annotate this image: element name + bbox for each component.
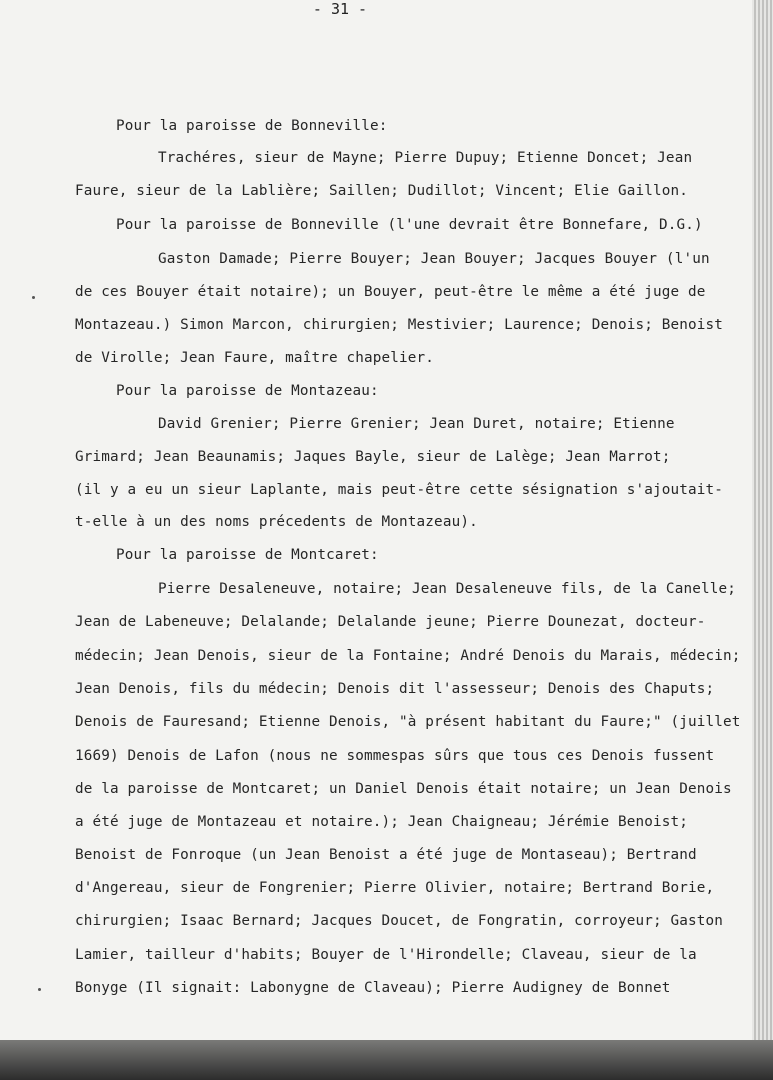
text-line: Pour la paroisse de Montazeau: xyxy=(116,383,379,399)
text-line: Denois de Fauresand; Etienne Denois, "à présent habitant du Faure;" (juillet xyxy=(75,714,741,730)
text-line: Jean Denois, fils du médecin; Denois dit l'assesseur; Denois des Chaputs; xyxy=(75,681,715,697)
text-line: Bonyge (Il signait: Labonygne de Claveau); Pierre Audigney de Bonnet xyxy=(75,980,671,996)
text-line: de Virolle; Jean Faure, maître chapelier. xyxy=(75,350,435,366)
text-line: Jean de Labeneuve; Delalande; Delalande jeune; Pierre Dounezat, docteur- xyxy=(75,614,706,630)
text-line: Lamier, tailleur d'habits; Bouyer de l'Hirondelle; Claveau, sieur de la xyxy=(75,947,697,963)
text-line: chirurgien; Isaac Bernard; Jacques Doucet, de Fongratin, corroyeur; Gaston xyxy=(75,913,724,929)
page-number: - 31 - xyxy=(312,0,368,18)
text-line: Benoist de Fonroque (un Jean Benoist a été juge de Montaseau); Bertrand xyxy=(75,847,697,863)
text-line: Gaston Damade; Pierre Bouyer; Jean Bouyer; Jacques Bouyer (l'un xyxy=(158,251,710,267)
text-line: Pour la paroisse de Montcaret: xyxy=(116,547,379,563)
paper-speck xyxy=(38,988,41,991)
text-line: Faure, sieur de la Lablière; Saillen; Dudillot; Vincent; Elie Gaillon. xyxy=(75,183,689,199)
text-line: médecin; Jean Denois, sieur de la Fontaine; André Denois du Marais, médecin; xyxy=(75,648,741,664)
text-line: de ces Bouyer était notaire); un Bouyer, peut-être le même a été juge de xyxy=(75,284,706,300)
text-line: de la paroisse de Montcaret; un Daniel Denois était notaire; un Jean Denois xyxy=(75,781,732,797)
text-line: t-elle à un des noms précedents de Montazeau). xyxy=(75,514,478,530)
text-line: Trachéres, sieur de Mayne; Pierre Dupuy; Etienne Doncet; Jean xyxy=(158,150,693,166)
text-line: d'Angereau, sieur de Fongrenier; Pierre Olivier, notaire; Bertrand Borie, xyxy=(75,880,715,896)
page-bottom-edge xyxy=(0,1040,773,1080)
text-line: a été juge de Montazeau et notaire.); Jean Chaigneau; Jérémie Benoist; xyxy=(75,814,689,830)
paper-speck xyxy=(32,296,35,299)
text-line: 1669) Denois de Lafon (nous ne sommespas sûrs que tous ces Denois fussent xyxy=(75,748,715,764)
text-line: (il y a eu un sieur Laplante, mais peut-être cette sésignation s'ajoutait- xyxy=(75,482,724,498)
text-line: Pour la paroisse de Bonneville: xyxy=(116,118,388,134)
text-line: David Grenier; Pierre Grenier; Jean Duret, notaire; Etienne xyxy=(158,416,675,432)
text-line: Pierre Desaleneuve, notaire; Jean Desaleneuve fils, de la Canelle; xyxy=(158,581,736,597)
text-line: Pour la paroisse de Bonneville (l'une devrait être Bonnefare, D.G.) xyxy=(116,217,703,233)
page-stack-edge xyxy=(752,0,773,1040)
text-line: Montazeau.) Simon Marcon, chirurgien; Mestivier; Laurence; Denois; Benoist xyxy=(75,317,724,333)
text-line: Grimard; Jean Beaunamis; Jaques Bayle, sieur de Lalège; Jean Marrot; xyxy=(75,449,671,465)
